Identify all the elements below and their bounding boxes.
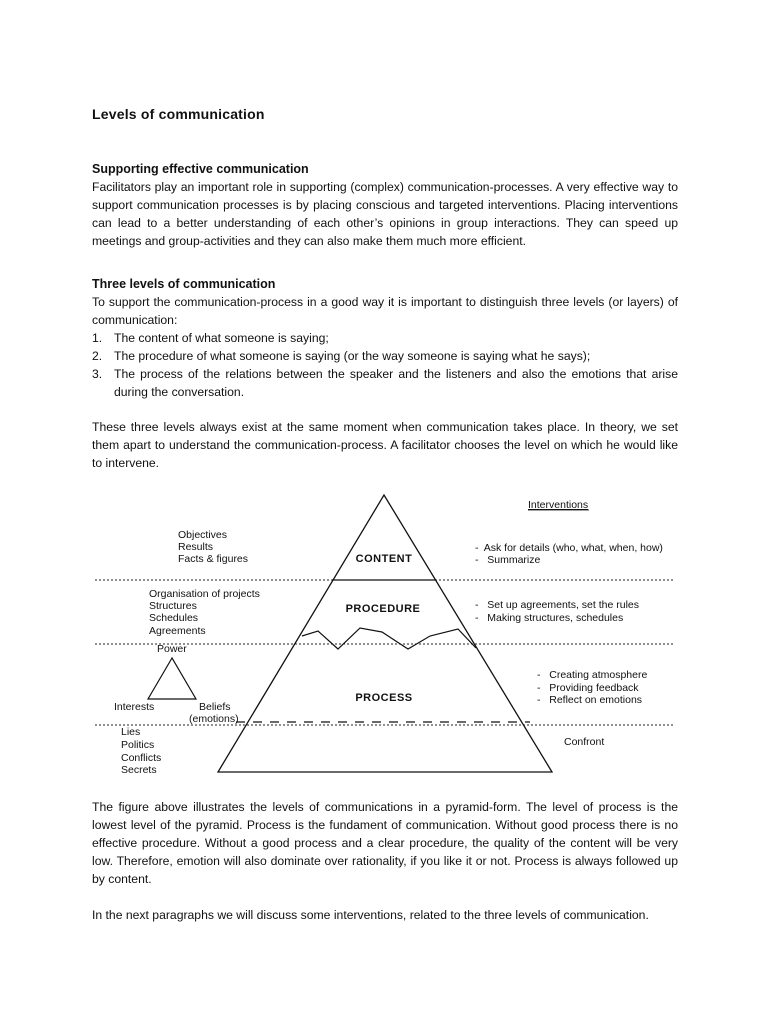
procedure-label: PROCEDURE: [345, 603, 421, 615]
procedure-left-item: Schedules: [149, 612, 199, 624]
procedure-left-item: Agreements: [149, 625, 206, 637]
bottom-left-item: Lies: [121, 726, 141, 738]
list-text: The process of the relations between the speaker and the listeners and also the emotions that arise during the conversation.: [114, 367, 678, 399]
pyramid-wavy-line: [302, 628, 476, 649]
list-text: The content of what someone is saying;: [114, 331, 329, 345]
list-number: 3.: [92, 367, 103, 381]
bottom-right-item: Confront: [564, 736, 605, 748]
content-right-item: - Ask for details (who, what, when, how): [475, 542, 663, 554]
content-right-item: - Summarize: [475, 554, 541, 566]
procedure-right-item: - Set up agreements, set the rules: [475, 599, 640, 611]
content-label: CONTENT: [355, 553, 413, 565]
bottom-left-item: Conflicts: [121, 752, 162, 764]
bottom-left-item: Secrets: [121, 764, 157, 776]
paragraph-text: In the next paragraphs we will discuss some interventions, related to the three levels of communication.: [92, 908, 649, 922]
list-number: 2.: [92, 349, 103, 363]
procedure-left-item: Organisation of projects: [149, 588, 260, 600]
paragraph-text: The figure above illustrates the levels of communications in a pyramid-form. The level of process is the lowest level of the pyramid. Process is the fundament of communication. Without good process there is no effective procedure. Without a good process and a clear procedure, the quality of the content will be very low. Therefore, emotion will also dominate over rationality, if you like it or not. Process is always followed up by content.: [92, 800, 678, 886]
process-label: PROCESS: [355, 692, 413, 704]
page-title: Levels of communication: [92, 106, 265, 122]
process-right-item: - Reflect on emotions: [537, 694, 643, 706]
content-left-item: Facts & figures: [178, 553, 249, 565]
content-left-item: Results: [178, 541, 214, 553]
list-number: 1.: [92, 331, 103, 345]
triangle-power-label: Power: [157, 643, 187, 655]
procedure-right-item: - Making structures, schedules: [475, 612, 624, 624]
content-left-item: Objectives: [178, 529, 228, 541]
triangle-emotions-label: (emotions): [189, 713, 239, 725]
interventions-header: Interventions: [528, 499, 589, 511]
small-triangle: [148, 658, 196, 699]
section-intro: To support the communication-process in a good way it is important to distinguish three levels (or layers) of communication:: [92, 295, 678, 327]
process-right-item: - Creating atmosphere: [537, 669, 648, 681]
triangle-interests-label: Interests: [114, 701, 155, 713]
process-right-item: - Providing feedback: [537, 682, 639, 694]
bottom-left-item: Politics: [121, 739, 155, 751]
section-body: Facilitators play an important role in supporting (complex) communication-processes. A very effective way to support communication processes is by placing conscious and targeted interventions. Placing interventions can lead to a better understanding of each other’s opinions in group interactions. They can speed up meetings and group-activities and they can also make them much more efficient.: [92, 180, 678, 248]
section-heading: Three levels of communication: [92, 277, 276, 291]
section-heading: Supporting effective communication: [92, 162, 309, 176]
paragraph-text: These three levels always exist at the same moment when communication takes place. In theory, we set them apart to understand the communication-process. A facilitator chooses the level on which he would like to intervene.: [92, 420, 678, 470]
triangle-beliefs-label: Beliefs: [199, 701, 231, 713]
procedure-left-item: Structures: [149, 600, 197, 612]
list-text: The procedure of what someone is saying (or the way someone is saying what he says);: [114, 349, 591, 363]
